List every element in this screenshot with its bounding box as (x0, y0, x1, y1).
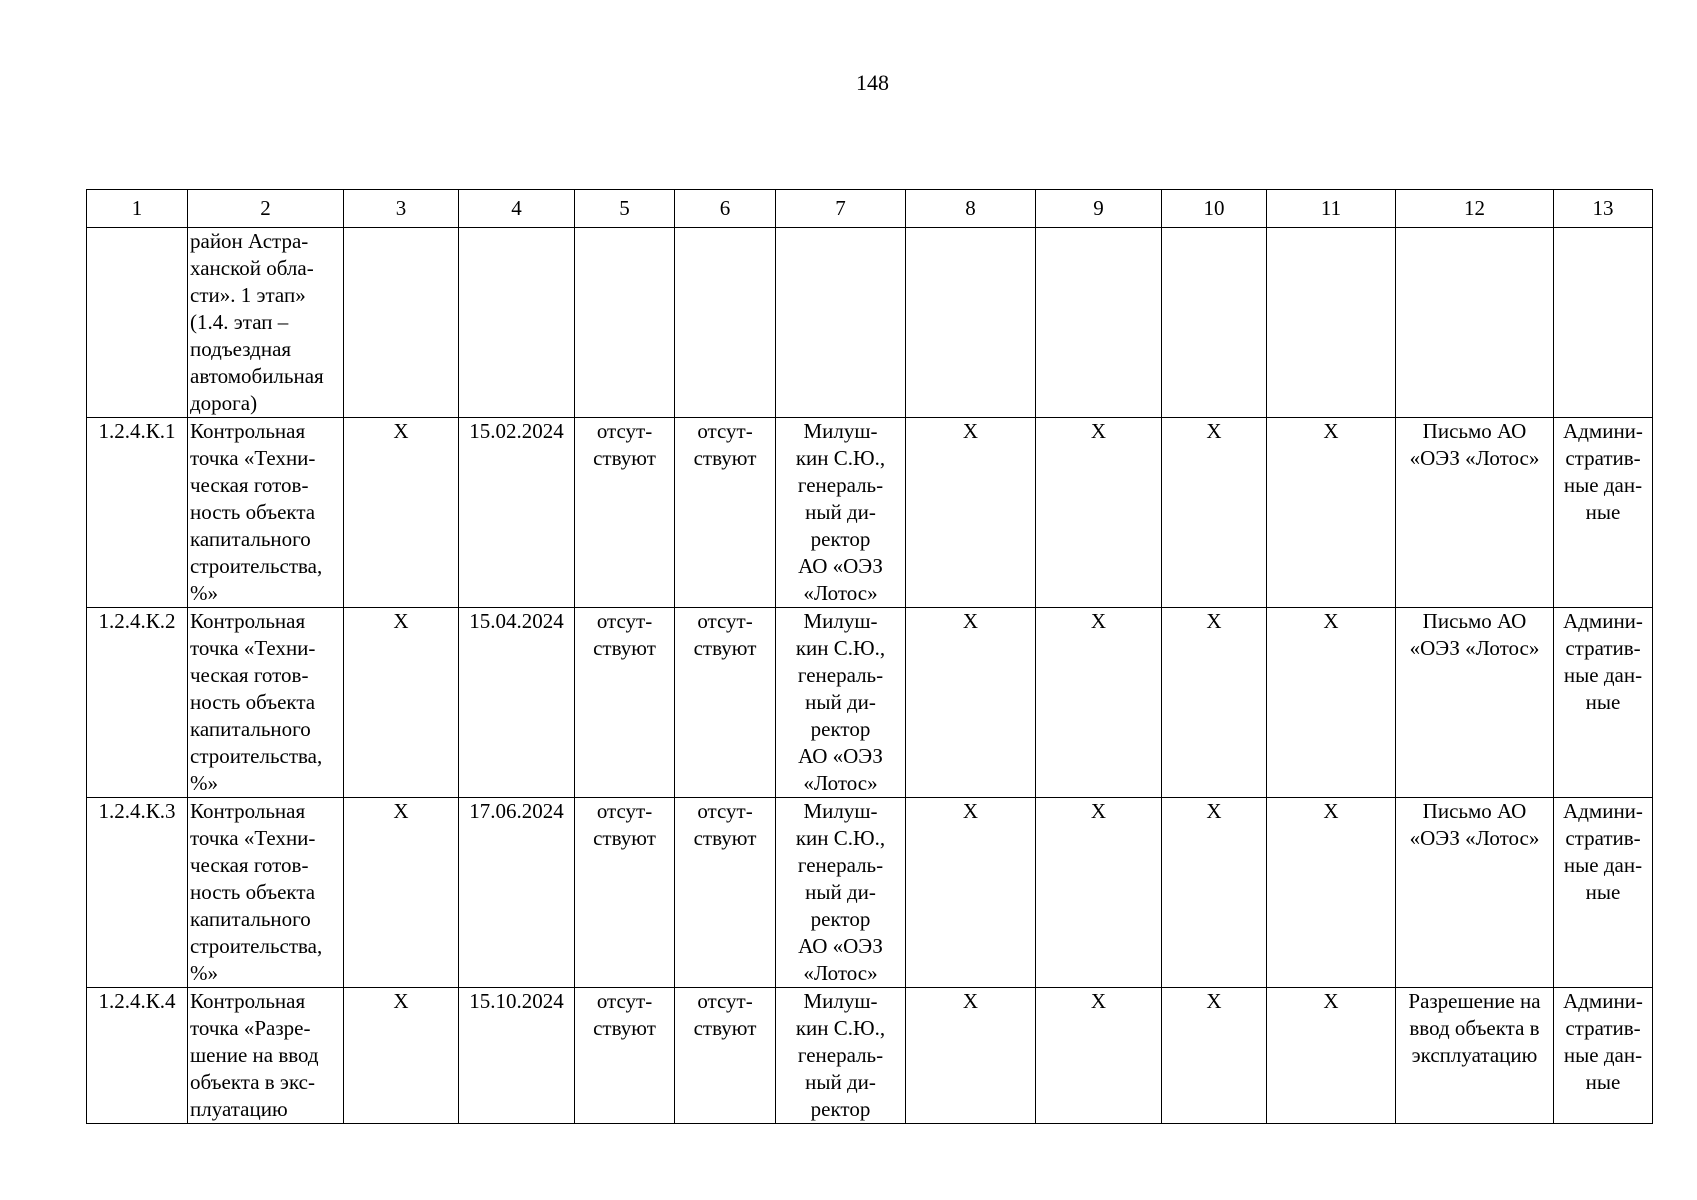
column-header-13: 13 (1554, 190, 1653, 228)
cell-line: отсут- (596, 419, 653, 443)
column-number-row (87, 190, 1653, 228)
relation-cell (575, 608, 675, 798)
mark-cell: X (1036, 988, 1162, 1124)
cell-line: Милуш- (803, 419, 878, 443)
cell-line: «ОЭЗ «Лотос» (1409, 636, 1540, 660)
cell-line: кин С.Ю., (795, 1016, 886, 1040)
cell-line: Письмо АО (1422, 419, 1527, 443)
cell-line: ный ди- (805, 1070, 876, 1094)
table-row (87, 988, 1653, 1124)
cell-line: кин С.Ю., (795, 636, 886, 660)
cell-line: ный ди- (805, 880, 876, 904)
cell-line: «ОЭЗ «Лотос» (1409, 446, 1540, 470)
cell-line: Админи- (1563, 799, 1643, 823)
name-line: ность объекта (190, 690, 316, 714)
mark-cell: X (1036, 418, 1162, 608)
relation-cell (575, 418, 675, 608)
cell-line: «Лотос» (803, 771, 878, 795)
continuation-name-line: автомобильная (190, 364, 324, 388)
cell-line: Письмо АО (1422, 799, 1527, 823)
cell-line: отсут- (697, 609, 753, 633)
name-line: ность объекта (190, 500, 316, 524)
mark-cell: X (1267, 608, 1396, 798)
cell-line: ные дан- (1563, 853, 1643, 877)
cell-line: ректор (810, 527, 871, 551)
mark-cell: X (1036, 798, 1162, 988)
cell-line: отсут- (697, 419, 753, 443)
date-cell: 15.10.2024 (459, 988, 575, 1124)
continuation-row (87, 228, 1653, 418)
name-line: Контрольная (190, 609, 306, 633)
document-cell (1396, 418, 1554, 608)
cell-line: генераль- (797, 473, 884, 497)
table-row (87, 608, 1653, 798)
name-line: %» (190, 581, 218, 605)
source-cell (1554, 988, 1653, 1124)
control-point-number: 1.2.4.К.1 (87, 418, 188, 608)
responsible-cell (776, 798, 906, 988)
empty-cell (1554, 228, 1653, 418)
name-line: строительства, (190, 934, 323, 958)
name-line: ческая готов- (190, 663, 309, 687)
cell-line: ствуют (593, 1016, 656, 1040)
control-points-table (86, 189, 1653, 1124)
name-line: капитального (190, 527, 311, 551)
cell-line: стратив- (1565, 446, 1641, 470)
name-line: шение на ввод (190, 1043, 319, 1067)
cell-line: отсут- (596, 989, 653, 1013)
cell-line: отсут- (697, 989, 753, 1013)
cell-line: ввод объекта в (1409, 1016, 1540, 1040)
column-header-9: 9 (1036, 190, 1162, 228)
name-line: строительства, (190, 554, 323, 578)
mark-cell: X (1162, 988, 1267, 1124)
cell-line: ные дан- (1563, 1043, 1643, 1067)
column-header-4: 4 (459, 190, 575, 228)
name-line: точка «Техни- (190, 636, 316, 660)
table-row (87, 418, 1653, 608)
empty-cell (1162, 228, 1267, 418)
cell-line: Милуш- (803, 609, 878, 633)
cell-line: Письмо АО (1422, 609, 1527, 633)
cell-line: стратив- (1565, 826, 1641, 850)
continuation-name-line: ханской обла- (190, 256, 314, 280)
date-cell: 15.04.2024 (459, 608, 575, 798)
name-line: ческая готов- (190, 473, 309, 497)
mark-cell: X (344, 418, 459, 608)
column-header-10: 10 (1162, 190, 1267, 228)
cell-line: «ОЭЗ «Лотос» (1409, 826, 1540, 850)
empty-cell (906, 228, 1036, 418)
continuation-name-line: (1.4. этап – (190, 310, 289, 334)
date-cell: 17.06.2024 (459, 798, 575, 988)
page-number: 148 (856, 70, 889, 95)
column-header-2: 2 (188, 190, 344, 228)
name-line: ческая готов- (190, 853, 309, 877)
cell-line: ректор (810, 907, 871, 931)
name-line: объекта в экс- (190, 1070, 315, 1094)
cell-line: стратив- (1565, 1016, 1641, 1040)
cell-line: Админи- (1563, 989, 1643, 1013)
cell-line: ректор (810, 1097, 871, 1121)
mark-cell: X (906, 608, 1036, 798)
mark-cell: X (344, 608, 459, 798)
column-header-11: 11 (1267, 190, 1396, 228)
cell-line: ные (1585, 1070, 1621, 1094)
cell-line: ствуют (593, 826, 656, 850)
cell-line: отсут- (596, 799, 653, 823)
responsible-cell (776, 988, 906, 1124)
mark-cell: X (1267, 988, 1396, 1124)
mark-cell: X (906, 798, 1036, 988)
mark-cell: X (1162, 608, 1267, 798)
name-line: капитального (190, 717, 311, 741)
cell-line: отсут- (697, 799, 753, 823)
empty-cell (344, 228, 459, 418)
mark-cell: X (1162, 418, 1267, 608)
empty-cell (776, 228, 906, 418)
cell-line: ные дан- (1563, 473, 1643, 497)
relation-cell (675, 418, 776, 608)
cell-line: отсут- (596, 609, 653, 633)
empty-cell (1396, 228, 1554, 418)
mark-cell: X (906, 418, 1036, 608)
column-header-12: 12 (1396, 190, 1554, 228)
empty-cell (675, 228, 776, 418)
cell-line: генераль- (797, 853, 884, 877)
mark-cell: X (1267, 418, 1396, 608)
continuation-name-line: подъездная (190, 337, 292, 361)
document-cell (1396, 798, 1554, 988)
cell-line: Админи- (1563, 419, 1643, 443)
cell-line: ные (1585, 690, 1621, 714)
cell-line: Разрешение на (1408, 989, 1541, 1013)
continuation-name-line: дорога) (190, 391, 258, 415)
document-cell (1396, 988, 1554, 1124)
cell-line: кин С.Ю., (795, 446, 886, 470)
table-row (87, 798, 1653, 988)
cell-line: «Лотос» (803, 961, 878, 985)
cell-line: эксплуатацию (1411, 1043, 1538, 1067)
cell-line: ректор (810, 717, 871, 741)
empty-cell (1267, 228, 1396, 418)
cell-line: Милуш- (803, 799, 878, 823)
relation-cell (675, 988, 776, 1124)
name-line: Контрольная (190, 419, 306, 443)
cell-line: кин С.Ю., (795, 826, 886, 850)
control-point-name (188, 608, 344, 798)
name-line: капитального (190, 907, 311, 931)
name-line: %» (190, 771, 218, 795)
control-point-number: 1.2.4.К.4 (87, 988, 188, 1124)
cell-line: ные (1585, 880, 1621, 904)
cell-line: ный ди- (805, 690, 876, 714)
document-cell (1396, 608, 1554, 798)
column-header-1: 1 (87, 190, 188, 228)
cell-line: АО «ОЭЗ (798, 554, 883, 578)
column-header-7: 7 (776, 190, 906, 228)
empty-cell (1036, 228, 1162, 418)
cell-line: АО «ОЭЗ (798, 934, 883, 958)
name-line: точка «Разре- (190, 1016, 311, 1040)
cell-line: АО «ОЭЗ (798, 744, 883, 768)
cell-line: ные дан- (1563, 663, 1643, 687)
column-header-6: 6 (675, 190, 776, 228)
source-cell (1554, 418, 1653, 608)
mark-cell: X (344, 988, 459, 1124)
cell-line: Милуш- (803, 989, 878, 1013)
continuation-name-cell (188, 228, 344, 418)
name-line: Контрольная (190, 989, 306, 1013)
mark-cell: X (1162, 798, 1267, 988)
mark-cell: X (1036, 608, 1162, 798)
name-line: точка «Техни- (190, 446, 316, 470)
column-header-5: 5 (575, 190, 675, 228)
name-line: плуатацию (190, 1097, 288, 1121)
cell-line: ные (1585, 500, 1621, 524)
cell-line: ствуют (693, 446, 757, 470)
source-cell (1554, 798, 1653, 988)
relation-cell (675, 608, 776, 798)
name-line: строительства, (190, 744, 323, 768)
relation-cell (575, 988, 675, 1124)
control-point-name (188, 988, 344, 1124)
relation-cell (675, 798, 776, 988)
column-header-8: 8 (906, 190, 1036, 228)
control-point-number: 1.2.4.К.2 (87, 608, 188, 798)
empty-cell (459, 228, 575, 418)
name-line: Контрольная (190, 799, 306, 823)
continuation-name-line: сти». 1 этап» (190, 283, 306, 307)
mark-cell: X (1267, 798, 1396, 988)
cell-line: генераль- (797, 663, 884, 687)
empty-cell (575, 228, 675, 418)
control-point-name (188, 418, 344, 608)
column-header-3: 3 (344, 190, 459, 228)
continuation-num-cell (87, 228, 188, 418)
cell-line: генераль- (797, 1043, 884, 1067)
mark-cell: X (344, 798, 459, 988)
cell-line: ствуют (693, 1016, 757, 1040)
date-cell: 15.02.2024 (459, 418, 575, 608)
relation-cell (575, 798, 675, 988)
continuation-name-line: район Астра- (190, 229, 309, 253)
responsible-cell (776, 418, 906, 608)
control-point-number: 1.2.4.К.3 (87, 798, 188, 988)
responsible-cell (776, 608, 906, 798)
cell-line: «Лотос» (803, 581, 878, 605)
cell-line: Админи- (1563, 609, 1643, 633)
cell-line: ствуют (593, 636, 656, 660)
control-point-name (188, 798, 344, 988)
cell-line: стратив- (1565, 636, 1641, 660)
cell-line: ствуют (693, 826, 757, 850)
cell-line: ный ди- (805, 500, 876, 524)
cell-line: ствуют (693, 636, 757, 660)
cell-line: ствуют (593, 446, 656, 470)
mark-cell: X (906, 988, 1036, 1124)
name-line: точка «Техни- (190, 826, 316, 850)
source-cell (1554, 608, 1653, 798)
name-line: %» (190, 961, 218, 985)
name-line: ность объекта (190, 880, 316, 904)
